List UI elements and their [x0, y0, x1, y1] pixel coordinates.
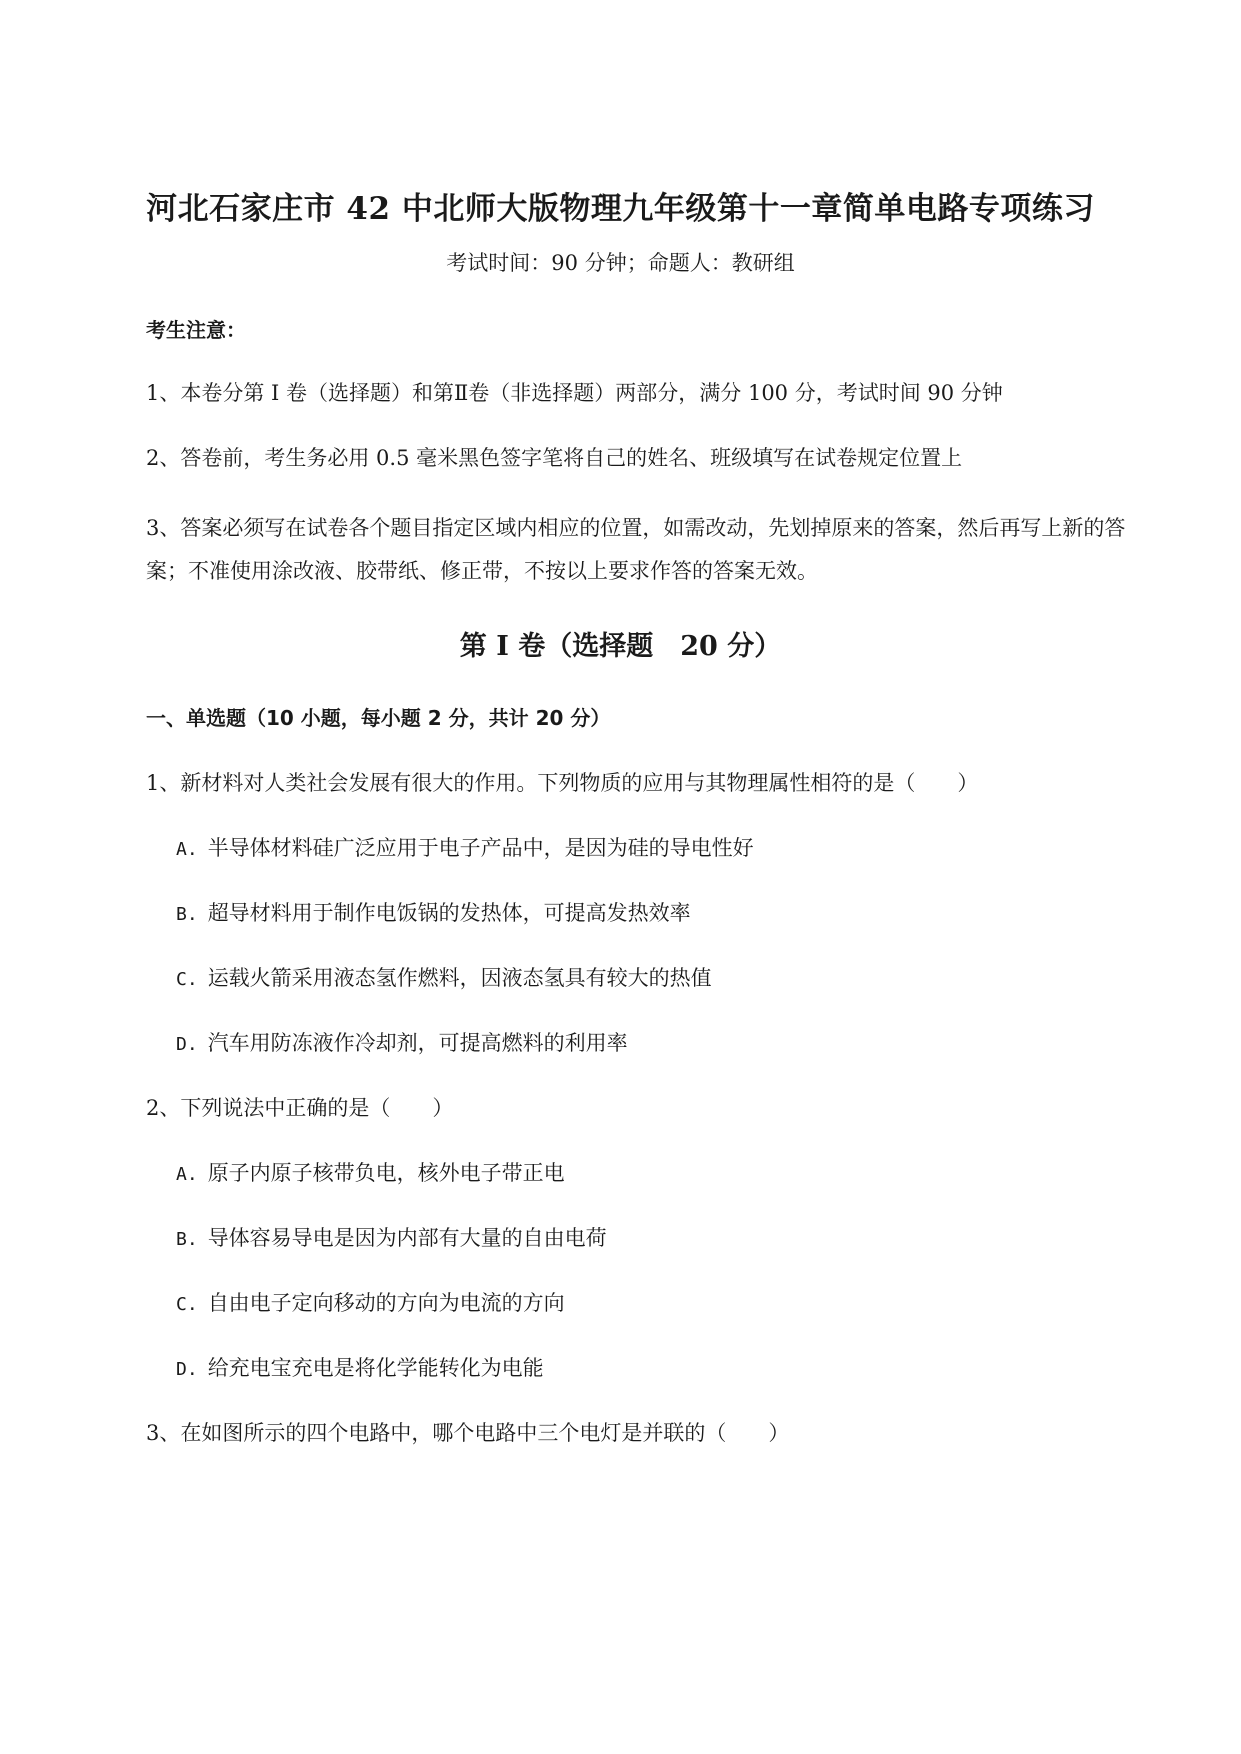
option-text: 自由电子定向移动的方向为电流的方向 [207, 1291, 565, 1315]
answer-option [176, 1287, 1166, 1317]
notice-heading: 考生注意： [146, 318, 246, 342]
option-letter: D. [176, 1034, 198, 1055]
answer-option [176, 962, 1166, 992]
option-text: 汽车用防冻液作冷却剂，可提高燃料的利用率 [207, 1031, 628, 1055]
exam-subtitle: 考试时间：90 分钟；命题人：教研组 [446, 251, 795, 275]
exam-title: 河北石家庄市 42 中北师大版物理九年级第十一章简单电路专项练习 [146, 191, 1095, 227]
option-letter: A. [176, 839, 198, 860]
question-stem: 3、在如图所示的四个电路中，哪个电路中三个电灯是并联的（ ） [146, 1421, 790, 1445]
option-letter: B. [176, 1229, 198, 1250]
option-letter: B. [176, 904, 198, 925]
option-text: 运载火箭采用液态氢作燃料，因液态氢具有较大的热值 [207, 966, 712, 990]
notice-item: 3、答案必须写在试卷各个题目指定区域内相应的位置，如需改动，先划掉原来的答案，然后再写上新的答案；不准使用涂改液、胶带纸、修正带，不按以上要求作答的答案无效。 [146, 516, 1126, 583]
answer-option [176, 1027, 1166, 1057]
option-text: 原子内原子核带负电，核外电子带正电 [207, 1161, 565, 1185]
answer-option [176, 1352, 1166, 1382]
question-stem: 1、新材料对人类社会发展有很大的作用。下列物质的应用与其物理属性相符的是（ ） [146, 771, 979, 795]
option-letter: C. [176, 969, 198, 990]
answer-option [176, 1222, 1166, 1252]
question-stem: 2、下列说法中正确的是（ ） [146, 1096, 454, 1120]
part-title: 第 I 卷（选择题 20 分） [459, 631, 782, 662]
option-letter: C. [176, 1294, 198, 1315]
option-text: 超导材料用于制作电饭锅的发热体，可提高发热效率 [207, 901, 691, 925]
answer-option [176, 1157, 1166, 1187]
option-text: 半导体材料硅广泛应用于电子产品中，是因为硅的导电性好 [207, 836, 754, 860]
section-title: 一、单选题（10 小题，每小题 2 分，共计 20 分） [146, 706, 611, 730]
option-letter: A. [176, 1164, 198, 1185]
option-letter: D. [176, 1359, 198, 1380]
notice-item: 1、本卷分第 I 卷（选择题）和第Ⅱ卷（非选择题）两部分，满分 100 分，考试时间 90 分钟 [146, 381, 1003, 405]
answer-option [176, 897, 1166, 927]
notice-item: 2、答卷前，考生务必用 0.5 毫米黑色签字笔将自己的姓名、班级填写在试卷规定位置上 [146, 446, 963, 470]
answer-option [176, 832, 1166, 862]
option-text: 给充电宝充电是将化学能转化为电能 [207, 1356, 544, 1380]
option-text: 导体容易导电是因为内部有大量的自由电荷 [207, 1226, 607, 1250]
